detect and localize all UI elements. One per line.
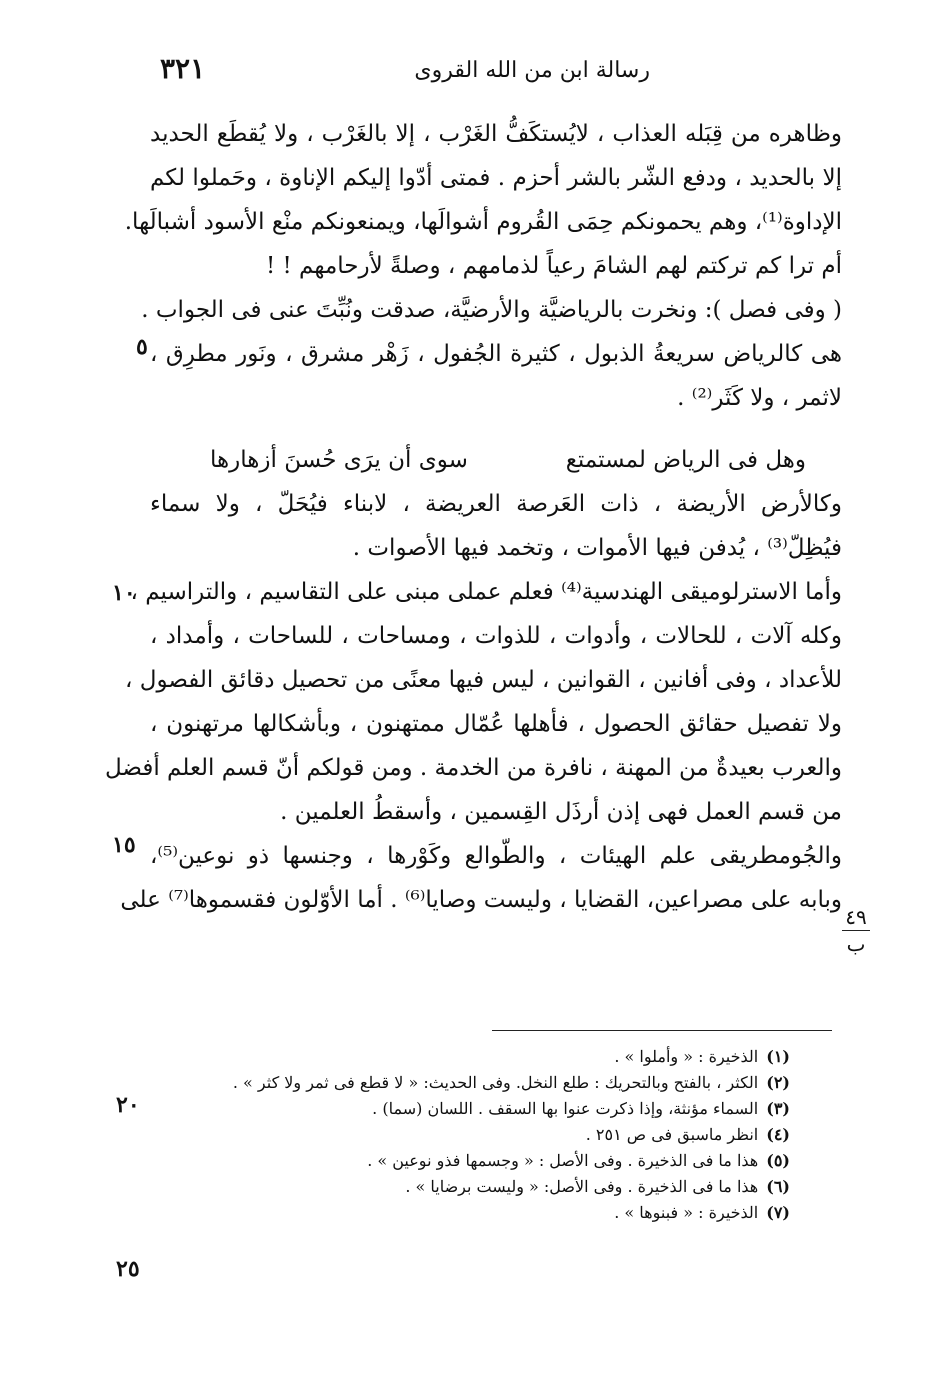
text-line: إلا بالحديد ، ودفع الشّر بالشر أحزم . فمتى أدّوا إليكم الإناوة ، وحَملوا لكم	[150, 165, 842, 191]
line-number: ٢٠	[116, 1092, 140, 1118]
footnote-number: (٤)	[766, 1125, 790, 1144]
line-number: ١٥	[112, 832, 136, 858]
footnote	[250, 1122, 790, 1148]
footnote-text: الكثر ، بالفتح وبالتحريك : طلع النخل. وفى الحديث: « لا قطع فى ثمر ولا كثر » .	[232, 1073, 759, 1092]
footnote-number: (١)	[766, 1047, 790, 1066]
line-number: ٢٥	[116, 1256, 140, 1282]
text-line: والعرب بعيدةٌ من المهنة ، نافرة من الخدمة . ومن قولكم أنّ قسم العلم أفضل	[104, 755, 842, 781]
text-line: وكله آلات ، للحالات ، وأدوات ، للذوات ، ومساحات ، للساحات ، وأمداد ،	[150, 623, 842, 649]
text-line: أم ترا كم تركتم لهم الشامَ رعياً لذمامهم ، وصلةً لأرحامهم ! !	[265, 253, 842, 279]
footnote-number: (٢)	[766, 1073, 790, 1092]
footnote-number: (٣)	[766, 1099, 790, 1118]
footnote-text: الذخيرة : « فبنوها » .	[614, 1203, 759, 1222]
footnote	[250, 1200, 790, 1226]
footnotes	[232, 1044, 790, 1226]
footnote	[250, 1174, 790, 1200]
line-number: ٥	[136, 334, 148, 360]
text-line: وكالأرض الأريضة ، ذات العَرصة العريضة ، لابناء فيُحَلّ ، ولا سماء	[150, 491, 842, 517]
footnote	[232, 1070, 790, 1096]
footnote	[250, 1096, 790, 1122]
footnote	[250, 1148, 790, 1174]
text-line: والجُومطريقى علم الهيئات ، والطّوالع وكَوْرها ، وجنسها ذو نوعين⁽⁵⁾،	[150, 843, 842, 869]
footnote-number: (٦)	[766, 1177, 790, 1196]
footnote-number: (٥)	[766, 1151, 790, 1170]
running-title: رسالة ابن من الله القروى	[414, 58, 650, 83]
page-number: ٣٢١	[160, 52, 206, 85]
poem-hemistich-first: وهل فى الرياض لمستمتع	[565, 447, 806, 473]
footnote-rule	[492, 1030, 832, 1031]
footnote-number: (٧)	[766, 1203, 790, 1222]
text-line: هى كالرياض سريعةُ الذبول ، كثيرة الجُفول ، زَهْر مشرق ، ونَور مطرِق ،	[150, 341, 842, 367]
poem-verse	[150, 438, 842, 482]
page-header	[160, 52, 850, 92]
text-line: لاثمر ، ولا كَثَر⁽²⁾ .	[677, 385, 842, 411]
text-line: وبابه على مصراعين، القضايا ، وليست وصايا⁽⁶⁾ . أما الأوّلون فقسموها⁽⁷⁾ على	[120, 887, 842, 913]
footnote-text: الذخيرة : « وأملوا » .	[614, 1047, 759, 1066]
manuscript-folio-note	[836, 906, 876, 955]
footnote-text: هذا ما فى الذخيرة . وفى الأصل: « وليست برضايا » .	[405, 1177, 759, 1196]
text-line: وأما الاسترلوميقى الهندسية⁽⁴⁾ فعلم عملى مبنى على التقاسيم ، والتراسيم ،	[130, 579, 842, 605]
poem-hemistich-second: سوى أن يرَى حُسنَ أزهارها	[210, 447, 468, 473]
folio-number: ٤٩	[845, 905, 867, 929]
footnote-text: هذا ما فى الذخيرة . وفى الأصل : « وجسمها فذو نوعين » .	[367, 1151, 759, 1170]
folio-divider	[842, 930, 870, 931]
text-line: الإداوة⁽¹⁾، وهم يحمونكم حِمَى القُروم أشوالَها، ويمنعونكم منْع الأسود أشبالَها.	[124, 209, 842, 235]
text-line: وظاهره من قِبَله العذاب ، لايُستكَفُّ الغَرْب ، إلا بالغَرْب ، ولا يُقطَع الحديد	[150, 121, 842, 147]
folio-side: ب	[846, 932, 866, 956]
footnote	[250, 1044, 790, 1070]
text-line: من قسم العمل فهى إذن أرذَل القِسمين ، وأسقطُ العلمين .	[280, 799, 842, 825]
text-line: ( وفى فصل ): ونخرت بالرياضيَّة والأرضيَّة، صدقت ونُبِّتَ عنى فى الجواب .	[141, 297, 842, 323]
line-number: ١٠	[112, 580, 136, 606]
text-line: للأعداد ، وفى أفانين ، القوانين ، ليس فيها معنًى من تحصيل دقائق الفصول ،	[125, 667, 842, 693]
text-line: فيُظِلّ⁽³⁾ ، يُدفن فيها الأموات ، وتخمد فيها الأصوات .	[352, 535, 842, 561]
footnote-text: السماء مؤنثة، وإذا ذكرت عنوا بها السقف . اللسان (سما) .	[372, 1099, 759, 1118]
footnote-text: انظر ماسبق فى ص ٢٥١ .	[585, 1125, 759, 1144]
text-line: ولا تفصيل حقائق الحصول ، فأهلها عُمّال ممتهنون ، وبأشكالها مرتهنون ،	[150, 711, 842, 737]
